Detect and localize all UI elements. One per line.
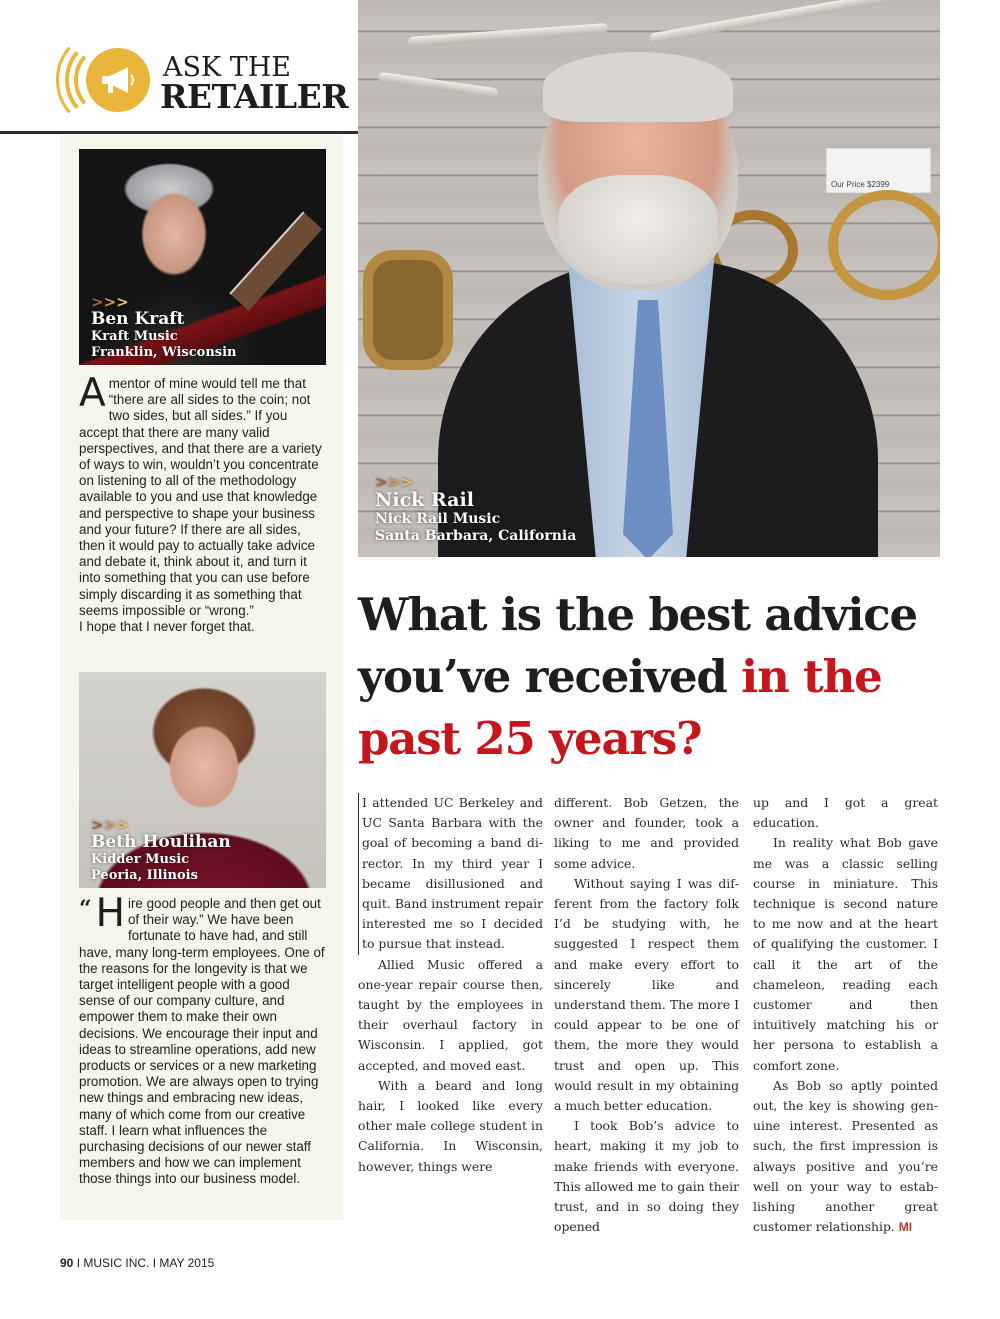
person-hair xyxy=(543,52,733,122)
headline-main: What is the best advice you’ve received xyxy=(358,588,917,703)
answer-text: mentor of mine would tell me that “there are all sides to the coin; not two sides, but all sides.” If you accept that there are many valid perspectives, and that there are a variety of ways to win, wouldn’t you concentrate on listening to all of the methodology available to you and use that knowledge and perspective to shape your business and your future? If there are all sides, then it would pay to actually take advice and debate it, think about it, and turn it into something that you can use before simply discarding it as something that seems impossible or “wrong.” xyxy=(79,376,322,618)
chevron-arrows-icon: > > > xyxy=(91,293,128,311)
photo-caption xyxy=(91,818,231,884)
feature-name: Nick Rail xyxy=(375,489,474,511)
price-tag xyxy=(826,148,931,193)
body-paragraph xyxy=(753,1076,938,1238)
publication-info: I MUSIC INC. I MAY 2015 xyxy=(73,1256,215,1270)
tuba-image xyxy=(363,250,453,370)
body-paragraph: I took Bob’s advice to heart, making it my job to make friends with everyone. This allowed me to gain their trust, and in so doing they opened xyxy=(554,1118,739,1235)
section-title-line1: ASK THE xyxy=(163,52,292,83)
retailer-answer-beth-houlihan xyxy=(79,891,329,1188)
retailer-location: Franklin, Wisconsin xyxy=(91,345,237,360)
trumpet-image xyxy=(408,23,608,47)
feature-photo-nick-rail xyxy=(358,0,940,557)
retailer-name: Ben Kraft xyxy=(91,309,185,329)
ask-the-retailer-logo xyxy=(60,40,350,120)
photo-caption xyxy=(375,475,576,545)
page-footer xyxy=(60,1256,214,1270)
header-divider xyxy=(0,131,358,134)
drop-cap: A xyxy=(79,371,106,416)
retailer-answer-ben-kraft xyxy=(79,371,329,635)
price-tag-text: Our Price $2399 xyxy=(831,180,890,189)
trumpet-image xyxy=(649,0,897,44)
body-column-1 xyxy=(358,793,543,1177)
page-number: 90 xyxy=(60,1256,74,1270)
answer-text: ire good people and then get out of their way.” We have been fortunate to have had, and still have, many long-term employees. One of the reasons for the longevity is that we target intelligent people with a good sense of our company culture, and empower them to make their own decisions. We encourage their input and ideas to streamline operations, add new products or services or a new marketing promotion. We are always open to trying new things and embracing new ideas, many of which come from our creative staff. I learn what influences the purchasing decisions of our newer staff members and how we can implement those things into our business model. xyxy=(79,896,325,1187)
body-paragraph: In reality what Bob gave me was a classic selling course in miniature. This technique is second nature to me now and at the heart of qualifying the customer. I call it the art of the chameleon, reading each customer and then intuitively matching his or her persona to establish a comfort zone. xyxy=(753,835,938,1073)
guitar-image xyxy=(229,212,322,311)
drop-cap: H xyxy=(95,891,125,936)
retailer-store: Kidder Music xyxy=(91,852,190,867)
retailer-photo-ben-kraft xyxy=(79,149,326,365)
headline-accent: in the past 25 years? xyxy=(358,650,882,765)
body-column-2 xyxy=(554,793,739,1237)
feature-location: Santa Barbara, California xyxy=(375,528,577,544)
trumpet-image xyxy=(378,72,498,99)
retailer-location: Peoria, Illinois xyxy=(91,868,198,883)
megaphone-icon xyxy=(98,64,138,96)
body-paragraph: Without saying I was different from the factory folk I’d be studying with, he suggested I respect them and make every effort to sincerely like and understand them. The more I could appear to be one of them, the more they would trust and open up. This would result in my obtaining a much better education. xyxy=(554,875,739,1114)
end-mark: MI xyxy=(898,1220,913,1235)
body-paragraph: I attended UC Berkeley and UC Santa Barbara with the goal of becoming a band director. In my third year I became disillusioned and quit. Band instrument repair interested me so I decided to pursue that instead. xyxy=(358,793,543,955)
retailer-store: Kraft Music xyxy=(91,329,178,344)
retailer-name: Beth Houlihan xyxy=(91,832,231,852)
answer-closing: I hope that I never forget that. xyxy=(79,619,255,635)
body-paragraph: up and I got a great education. xyxy=(753,795,938,831)
body-paragraph: With a beard and long hair, I looked like every other male college student in California. In Wisconsin, however, things were xyxy=(358,1077,543,1174)
section-title-line2: RETAILER xyxy=(160,77,349,116)
chevron-arrows-icon: > > > xyxy=(91,816,128,834)
photo-caption xyxy=(91,295,237,361)
body-column-3 xyxy=(753,793,938,1237)
body-paragraph: different. Bob Getzen, the owner and founder, took a liking to me and provided some advice. xyxy=(554,795,739,871)
person-beard xyxy=(558,175,718,285)
retailer-photo-beth-houlihan xyxy=(79,672,326,888)
article-headline xyxy=(358,584,958,770)
body-paragraph-text: As Bob so aptly pointed out, the key is showing genuine interest. Presented as such, the first impression is always positive and you’re well on your way to establishing another great customer relationship. xyxy=(753,1077,938,1235)
body-paragraph: Allied Music offered a one-year repair course then, taught by the employees in their overhaul factory in Wisconsin. I applied, got accepted, and moved east. xyxy=(358,956,543,1073)
chevron-arrows-icon: > > > xyxy=(375,473,412,491)
feature-store: Nick Rail Music xyxy=(375,511,501,527)
french-horn-image xyxy=(828,190,940,300)
open-quote-mark: “ xyxy=(79,896,92,922)
